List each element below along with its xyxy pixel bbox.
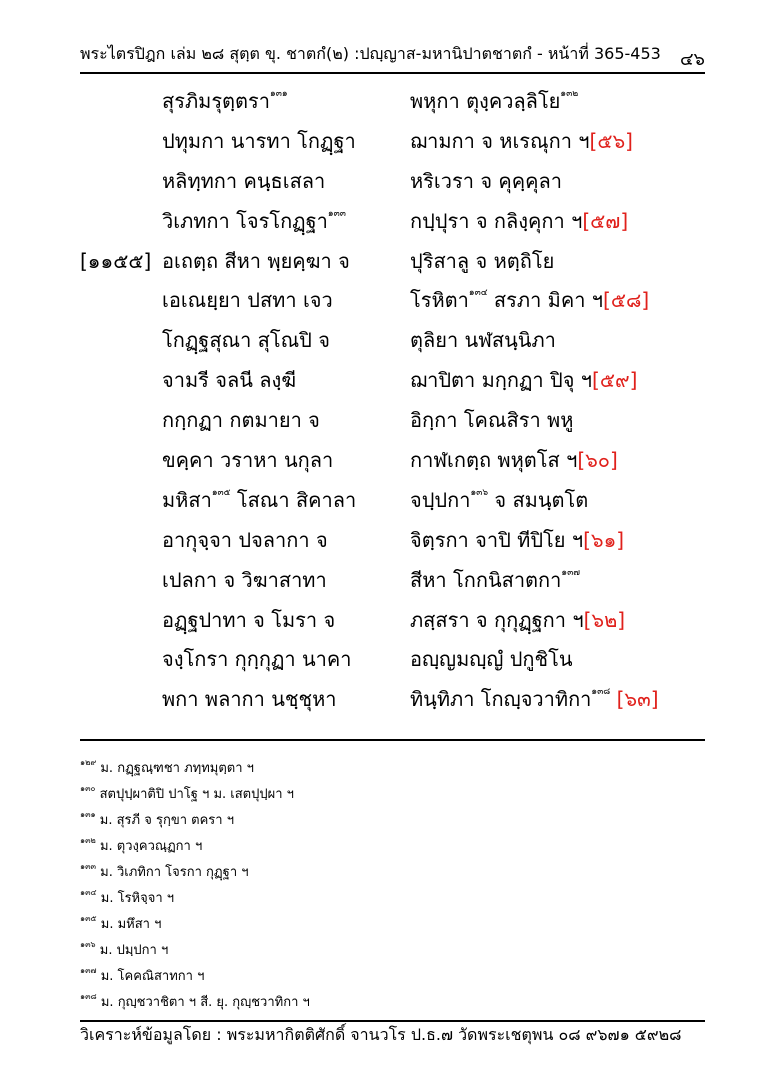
footnote-number: ๑๓๓ — [80, 862, 97, 871]
verse-mark: [๖๑] — [583, 527, 625, 552]
verse-right: ฌาปิตา มกฺกฏา ปิจุ ฯ[๕๙] — [410, 368, 638, 393]
verse-row — [0, 242, 770, 282]
footnote-ref: ๑๓๑ — [270, 89, 288, 99]
footnote-number: ๑๓๗ — [80, 966, 97, 975]
footnote-number: ๑๓๒ — [80, 836, 96, 845]
verse-right: จปฺปกา$^{๑๓๖}$ จ สมนฺตโต — [410, 487, 589, 512]
footnote-number: ๑๓๑ — [80, 810, 96, 819]
verse-right: ภสฺสรา จ กุกุฏฺฐกา ฯ[๖๒] — [410, 607, 626, 632]
paragraph-number: [๑๑๕๕] — [80, 248, 152, 273]
page-number: ๔๖ — [679, 49, 705, 70]
verse-right: โรหิตา$^{๑๓๔}$ สรภา มิคา ฯ[๕๘] — [410, 288, 650, 313]
footnote-text: ม. กฏฺฐณฺฑชา ภทฺทมุตฺตา ฯ — [100, 761, 254, 776]
verse-mark: [๕๘] — [603, 288, 650, 313]
footnote-number: ๑๓๐ — [80, 784, 96, 793]
verse-mark: [๖๓] — [610, 687, 659, 712]
verse-left: จงฺโกรา กุกฺกุฏา นาคา — [162, 647, 352, 672]
page-footer — [80, 1020, 705, 1047]
verse-row — [0, 521, 770, 561]
footnote-divider — [80, 739, 705, 741]
verse-right: จิตฺรกา จาปิ ทีปิโย ฯ[๖๑] — [410, 527, 625, 552]
verse-row — [0, 321, 770, 361]
verse-row — [0, 561, 770, 601]
verse-row — [0, 281, 770, 321]
verse-left: ปทุมกา นารทา โกฏฺฐา — [162, 128, 356, 153]
verse-row — [0, 601, 770, 641]
footnote — [80, 964, 705, 990]
verse-left: อากุจฺจา ปจลากา จ — [162, 527, 328, 552]
footnote-number: ๑๓๕ — [80, 914, 97, 923]
footnote-ref: ๑๓๓ — [327, 208, 346, 219]
footnote-number: ๑๓๔ — [80, 888, 97, 897]
footnote — [80, 808, 705, 834]
verse-right: หริเวรา จ คุคฺคุลา — [410, 168, 563, 193]
footnote-text: สตปุปฺผาติปิ ปาโฐ ฯ ม. เสตปุปฺผา ฯ — [99, 787, 294, 802]
verse-left: หลิทฺทกา คนฺธเสลา — [162, 168, 326, 193]
verse-mark: [๖๐] — [577, 448, 618, 473]
verse-right: อิกฺกา โคณสิรา พหู — [410, 408, 574, 433]
footnote-list — [80, 756, 705, 1016]
footnote-ref: ๑๓๒ — [560, 89, 579, 99]
footnote-ref: ๑๓๗ — [561, 567, 581, 578]
page-header — [80, 42, 705, 74]
verse-right: พหุกา ตุงฺควลฺลิโย$^{๑๓๒}$ — [410, 89, 579, 113]
verse-mark: [๕๖] — [589, 128, 633, 153]
footnote-text: ม. โรหิจฺจา ฯ — [100, 891, 175, 906]
footnote-text: ม. มหึสา ฯ — [100, 917, 162, 932]
verse-row — [0, 640, 770, 680]
verse-row — [0, 361, 770, 401]
verse-left: กกฺกฏา กตมายา จ — [162, 408, 320, 433]
footnote-text: ม. วิเภทิกา โจรกา กุฏฺฐา ฯ — [100, 865, 249, 880]
verse-row — [0, 481, 770, 521]
verse-row — [0, 202, 770, 242]
footnote — [80, 912, 705, 938]
verse-left: จามรี จลนี ลงฺฆี — [162, 368, 297, 393]
footnote — [80, 756, 705, 782]
verse-right: สีหา โกกนิสาตกา$^{๑๓๗}$ — [410, 567, 581, 592]
footnote — [80, 834, 705, 860]
verse-row — [0, 122, 770, 162]
footnote-number: ๑๓๖ — [80, 940, 96, 949]
verse-left: เปลกา จ วิฆาสาทา — [162, 567, 327, 592]
verse-right: ทินฺทิภา โกญฺจวาทิกา$^{๑๓๘}$ [๖๓] — [410, 687, 659, 712]
verse-row — [0, 680, 770, 720]
verse-row — [0, 401, 770, 441]
verse-mark: [๕๗] — [582, 208, 629, 233]
footnote — [80, 782, 705, 808]
verse-right: ฌามกา จ หเรณุกา ฯ[๕๖] — [410, 128, 633, 153]
verse-row — [0, 82, 770, 122]
footnote — [80, 860, 705, 886]
verse-left: เอเณยฺยา ปสทา เจว — [162, 288, 333, 313]
verse-left: วิเภทกา โจรโกฏฺฐา$^{๑๓๓}$ — [162, 208, 346, 233]
footnote — [80, 886, 705, 912]
footnote-text: ม. กุญฺชวาชิตา ฯ สี. ยุ. กุญฺชวาทิกา ฯ — [100, 995, 310, 1010]
verse-right: กาฬเกตฺถ พหุตโส ฯ[๖๐] — [410, 448, 618, 473]
footnote-ref: ๑๓๔ — [468, 288, 488, 299]
footnote-number: ๑๒๙ — [80, 758, 97, 767]
verse-mark: [๖๒] — [583, 607, 626, 632]
header-title: พระไตรปิฎก เล่ม ๒๘ สุตฺต ขุ. ชาตกํ(๒) :ปญฺญาส-มหานิปาตชาตกํ - หน้าที่ 365-453 — [80, 44, 661, 63]
verse-left: สุรภิมรุตฺตรา$^{๑๓๑}$ — [162, 89, 288, 113]
verse-mark: [๕๙] — [592, 368, 638, 393]
footnote — [80, 990, 705, 1016]
verse-right: ตุลิยา นฬสนฺนิภา — [410, 328, 556, 353]
verse-left: โกฏฺฐสุณา สุโณปิ จ — [162, 328, 330, 353]
footnote-number: ๑๓๘ — [80, 992, 97, 1001]
verse-left: พกา พลากา นชฺชุหา — [162, 687, 337, 712]
verse-row — [0, 162, 770, 202]
verse-left: มหิสา$^{๑๓๕}$ โสณา สิคาลา — [162, 487, 357, 512]
footer-text: วิเคราะห์ข้อมูลโดย : พระมหากิตติศักดิ์ จานวโร ป.ธ.๗ วัดพระเชตุพน ๐๘ ๙๖๗๑ ๕๙๒๘ — [80, 1025, 682, 1044]
footnote-text: ม. ตุวงฺควณฺฏกา ฯ — [99, 839, 203, 854]
footnote-text: ม. โคคณิสาทกา ฯ — [100, 969, 205, 984]
footnote-ref: ๑๓๖ — [470, 487, 489, 498]
footnote — [80, 938, 705, 964]
verse-right: อญฺญมญฺญํ ปกูชิโน — [410, 647, 573, 672]
verse-row — [0, 441, 770, 481]
footnote-ref: ๑๓๕ — [211, 487, 231, 498]
verse-left: ขคฺคา วราหา นกุลา — [162, 448, 334, 473]
verse-left: อฏฺฐปาทา จ โมรา จ — [162, 607, 336, 632]
verse-list — [0, 82, 770, 720]
verse-right: กปฺปุรา จ กลิงฺคุกา ฯ[๕๗] — [410, 208, 629, 233]
footnote-text: ม. ปมฺปกา ฯ — [99, 943, 169, 958]
verse-right: ปุริสาลู จ หตฺถิโย — [410, 248, 555, 273]
footnote-ref: ๑๓๘ — [591, 687, 611, 698]
verse-left: อเถตฺถ สีหา พฺยคฺฆา จ — [162, 248, 350, 273]
footnote-text: ม. สุรภี จ รุกฺขา ตครา ฯ — [99, 813, 234, 828]
